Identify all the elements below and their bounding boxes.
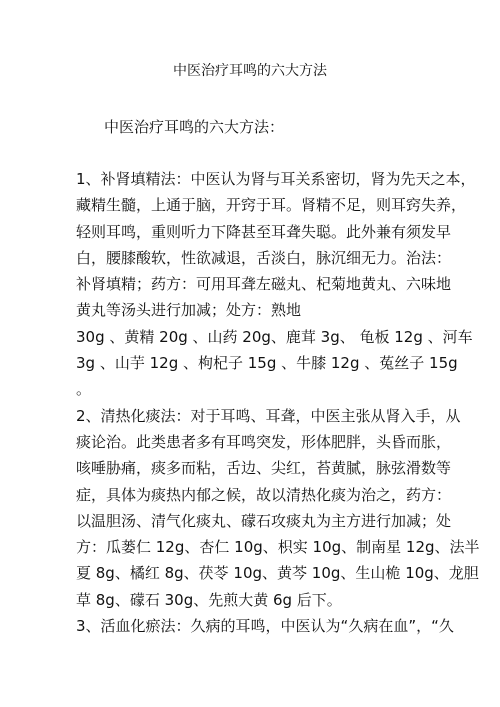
body-line: 白，腰膝酸软，性欲减退，舌淡白，脉沉细无力。治法： bbox=[76, 248, 452, 267]
body-line: 症，具体为痰热内郁之候，故以清热化痰为治之，药方： bbox=[76, 485, 452, 504]
body-line: 。 bbox=[76, 380, 92, 399]
body-line: 补肾填精；药方：可用耳聋左磁丸、杞菊地黄丸、六味地 bbox=[76, 275, 452, 294]
body-line: 3g 、山芋 12g 、枸杞子 15g 、牛膝 12g 、菟丝子 15g bbox=[76, 354, 458, 373]
body-line: 1、补肾填精法：中医认为肾与耳关系密切，肾为先天之本， bbox=[76, 170, 476, 188]
body-line: 2、清热化痰法：对于耳鸣、耳聋，中医主张从肾入手，从 bbox=[76, 406, 461, 425]
body-line: 藏精生髓，上通于脑，开窍于耳。肾精不足，则耳窍失养， bbox=[76, 196, 467, 215]
body-line: 黄丸等汤头进行加减；处方：熟地 bbox=[76, 301, 302, 320]
body-line: 轻则耳鸣，重则听力下降甚至耳聋失聪。此外兼有须发早 bbox=[76, 222, 452, 241]
body-line: 3、活血化瘀法：久病的耳鸣，中医认为“久病在血”，“久 bbox=[76, 617, 454, 636]
body-line: 咳唾胁痛，痰多而粘，舌边、尖红，苔黄腻，脉弦滑数等 bbox=[76, 459, 452, 478]
document-body bbox=[76, 166, 480, 639]
body-line: 夏 8g、橘红 8g、茯苓 10g、黄芩 10g、生山桅 10g、龙胆 bbox=[76, 564, 479, 583]
body-line: 以温胆汤、清气化痰丸、礞石攻痰丸为主方进行加减；处 bbox=[76, 511, 452, 530]
body-line: 方：瓜蒌仁 12g、杏仁 10g、枳实 10g、制南星 12g、法半 bbox=[76, 538, 480, 557]
document-subtitle: 中医治疗耳鸣的六大方法： bbox=[104, 118, 285, 136]
body-line: 痰论治。此类患者多有耳鸣突发，形体肥胖，头昏而胀， bbox=[76, 432, 452, 451]
document-title: 中医治疗耳鸣的六大方法 bbox=[173, 63, 327, 79]
body-line: 草 8g、礞石 30g、先煎大黄 6g 后下。 bbox=[76, 590, 342, 609]
body-line: 30g 、黄精 20g 、山药 20g、鹿茸 3g、 龟板 12g 、河车 bbox=[76, 327, 473, 346]
